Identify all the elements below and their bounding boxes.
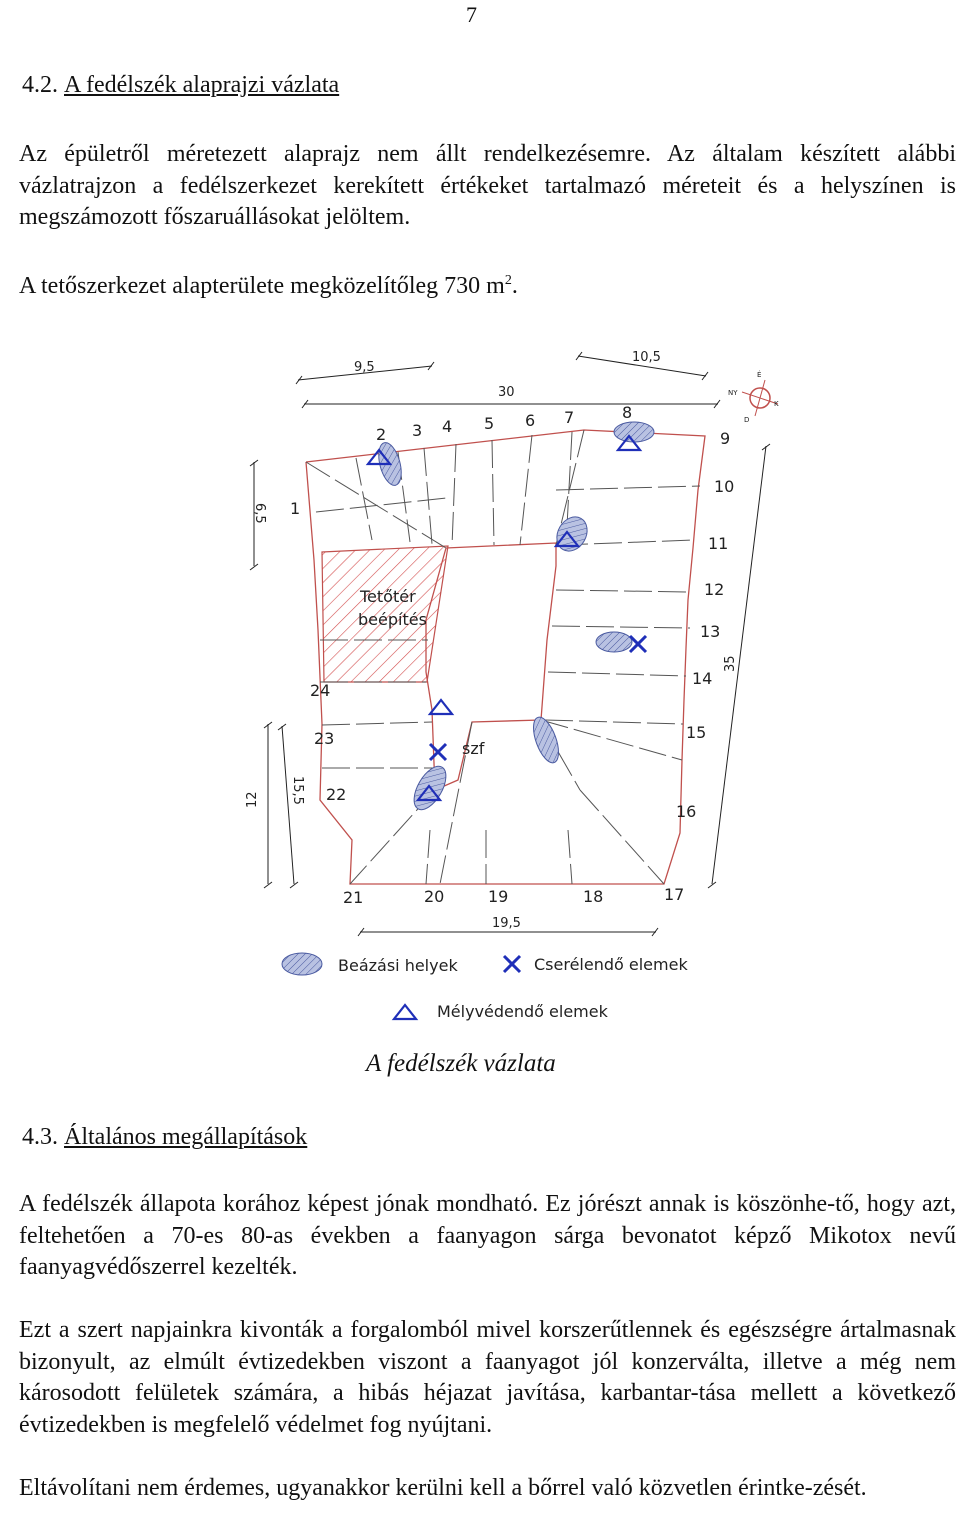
rafter-number: 17 (664, 885, 685, 904)
section-title: A fedélszék alaprajzi vázlata (64, 72, 340, 98)
rafter-number: 22 (326, 785, 347, 804)
body-paragraph-1: A fedélszék állapota korához képest jónak mondható. Ez jórészt annak is köszönhe-tő, hogy azt, feltehetően a 70-es 80-as években a faanyagon sárga bevonatot képző Mikotox nevű faanyagvédőszerrel kezelték. (19, 1191, 956, 1280)
area-paragraph (19, 265, 956, 303)
replace-cross-icon (630, 636, 646, 652)
section-number: 4.2. (22, 72, 58, 98)
area-text: A tetőszerkezet alapterülete megközelítőleg 730 m (19, 273, 505, 299)
compass-rose-icon (728, 370, 779, 424)
dim-top-left: 9,5 (354, 360, 375, 375)
rafter-number: 23 (314, 729, 335, 748)
protection-triangle-icon (430, 700, 452, 714)
rafter-number: 4 (442, 417, 453, 436)
intro-paragraph: Az épületről méretezett alaprajz nem állt rendelkezésemre. Az általam készített alábbi vázlatrajzon a fedélszerkezet kerekített értékeket tartalmazó méreteit és a helyszínen is megszámozott főszaruállásokat jelöltem. (19, 141, 956, 230)
rafter-number: 20 (424, 887, 445, 906)
rafter-number: 14 (692, 669, 713, 688)
roof-plan-diagram (0, 340, 960, 1040)
area-exponent: 2 (504, 273, 512, 288)
legend-replace-icon (504, 956, 520, 972)
rafter-number: 3 (412, 421, 423, 440)
rafter-number: 1 (290, 499, 301, 518)
rafter-number: 2 (376, 425, 387, 444)
legend-protect-label: Mélyvédendő elemek (437, 1002, 608, 1021)
rafter-number: 11 (708, 534, 729, 553)
diagram-caption: A fedélszék vázlata (366, 1050, 556, 1077)
rafter-number: 16 (676, 802, 697, 821)
rafter-number: 7 (564, 408, 575, 427)
legend-leak-icon (282, 953, 322, 975)
dim-left-lower-inner: 15,5 (290, 776, 305, 805)
chimney-label: szf (462, 739, 485, 758)
rafter-number: 19 (488, 887, 509, 906)
rafter-number: 9 (720, 429, 731, 448)
dim-top-total: 30 (498, 385, 515, 400)
area-end: . (511, 273, 518, 299)
dim-right-total: 35 (723, 655, 738, 672)
compass-west: NY (728, 389, 738, 397)
dim-left-lower-outer: 12 (245, 791, 260, 808)
dim-top-right: 10,5 (632, 350, 661, 365)
rafter-number: 18 (583, 887, 604, 906)
rafter-number: 13 (700, 622, 721, 641)
section-number: 4.3. (22, 1124, 58, 1150)
rafter-number: 12 (704, 580, 725, 599)
rafter-number: 8 (622, 403, 633, 422)
rafter-number: 15 (686, 723, 707, 742)
legend-replace-label: Cserélendő elemek (534, 955, 688, 974)
page-number: 7 (466, 2, 477, 27)
compass-north: É (757, 371, 762, 379)
body-paragraph-2: Ezt a szert napjainkra kivonták a forgalomból mivel korszerűtlennek és egészségre ártalmasnak bizonyult, az elmúlt évtizedekben viszont a faanyagot jól konzerválta, illetve a még nem károsodott felületek számára, a hibás héjazat javítása, karbantar-tása mellett a következő évtizedekben is megfelelő védelmet fog nyújtani. (19, 1317, 956, 1438)
diagram-legend (282, 953, 688, 1021)
rafter-number: 10 (714, 477, 735, 496)
rafter-number: 24 (310, 681, 331, 700)
rafter-number: 5 (484, 414, 495, 433)
leak-marker (614, 422, 654, 442)
leak-marker (528, 714, 563, 766)
section-heading-4-2 (22, 72, 339, 99)
leak-marker (551, 511, 593, 556)
legend-leak-label: Beázási helyek (338, 956, 458, 975)
attic-label: beépítés (358, 610, 427, 629)
replace-cross-icon (430, 744, 446, 760)
compass-south: D (744, 416, 750, 424)
leak-marker (596, 632, 632, 652)
dim-bottom: 19,5 (492, 916, 521, 931)
compass-east: K (774, 400, 779, 408)
attic-label: Tetőtér (360, 587, 416, 606)
section-title: Általános megállapítások (64, 1124, 308, 1150)
dim-left-upper: 6,5 (252, 503, 267, 524)
rafter-number: 6 (525, 411, 536, 430)
rafter-number: 21 (343, 888, 364, 907)
body-paragraph-3: Eltávolítani nem érdemes, ugyanakkor kerülni kell a bőrrel való közvetlen érintke-zését. (19, 1475, 867, 1501)
section-heading-4-3 (22, 1124, 307, 1151)
legend-protect-icon (394, 1005, 416, 1019)
